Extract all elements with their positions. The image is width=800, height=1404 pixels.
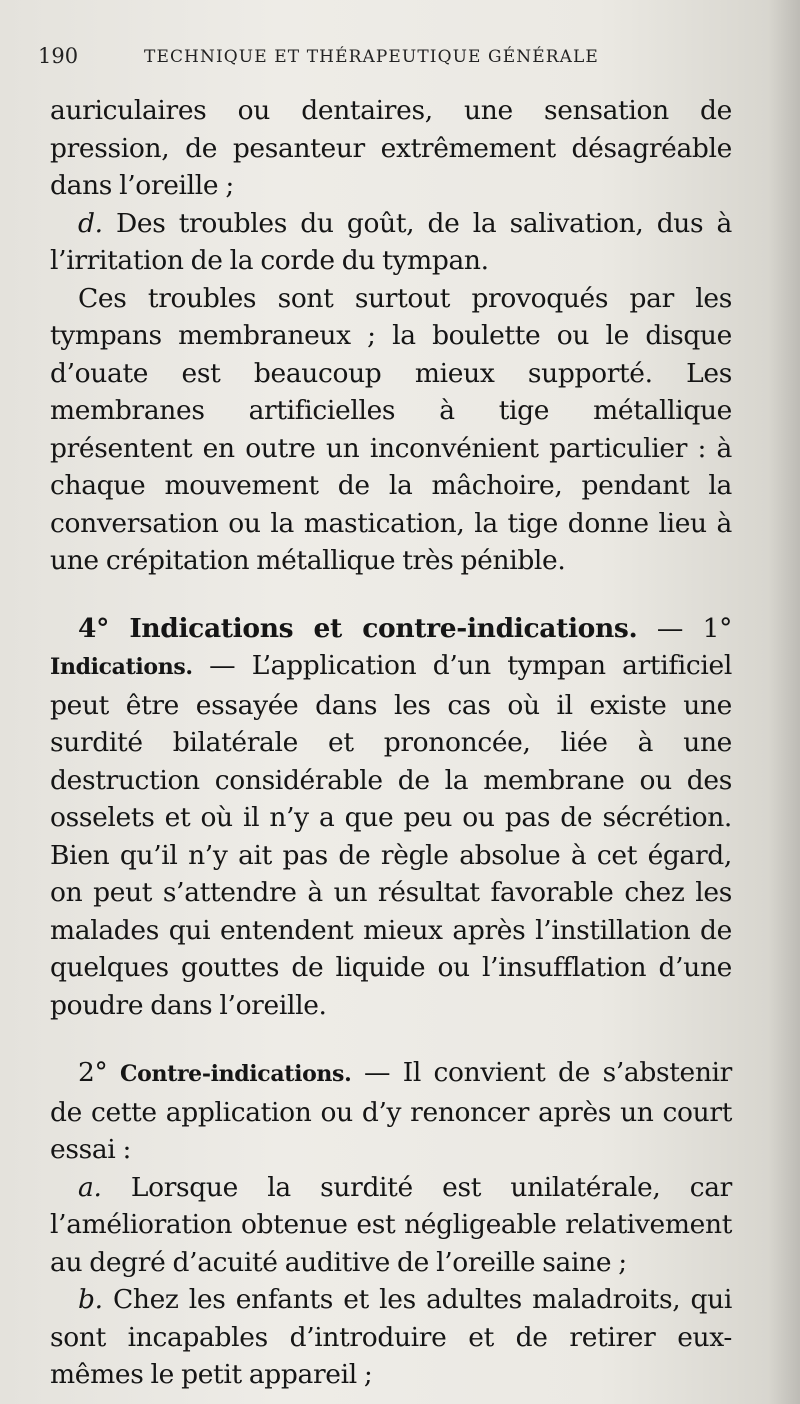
item-text-d: Des troubles du goût, de la salivation, dus à l’irritation de la corde du tympan. [50, 207, 733, 276]
subsection-heading-contre-indications: Contre-indications. [120, 1061, 352, 1087]
item-label-d: d. [78, 207, 103, 239]
paragraph-item-b [50, 1281, 732, 1394]
section-indications [50, 610, 732, 1025]
subsection-heading-indications: Indications. [50, 654, 193, 680]
paragraph-item-d [50, 205, 732, 280]
section-contre-indications [50, 1054, 732, 1169]
item-text-a: Lorsque la surdité est unilatérale, car l’amélioration obtenue est négligeable relativement au degré d’acuité auditive de l’oreille saine ; [50, 1171, 732, 1278]
item-text-b: Chez les enfants et les adultes maladroits, qui sont incapables d’introduire et de retirer eux-mêmes le petit appareil ; [50, 1284, 732, 1390]
paragraph-troubles: Ces troubles sont surtout provoqués par les tympans membraneux ; la boulette ou le disque d’ouate est beaucoup mieux supporté. Les membranes artificielles à tige métallique présentent en outre un inconvénient particulier : à chaque mouvement de la mâchoire, pendant la conversation ou la mastication, la tige donne lieu à une crépitation métallique très pénible. [50, 282, 732, 576]
item-label-a: a. [78, 1171, 102, 1203]
indications-text: — L’application d’un tympan artificiel peut être essayée dans les cas où il existe une surdité bilatérale et prononcée, liée à une destruction considérable de la membrane ou des osselets et où il n’y a que peu ou pas de sécrétion. Bien qu’il n’y ait pas de règle absolue à cet égard, on peut s’attendre à un résultat favorable chez les malades qui entendent mieux après l’instillation de quelques gouttes de liquide ou l’insufflation d’une poudre dans l’oreille. [50, 650, 732, 1021]
page-header [38, 44, 738, 76]
contre-indications-text: — Il convient de s’abstenir de cette application ou d’y renoncer après un court essai : [50, 1057, 732, 1165]
running-title: TECHNIQUE ET THÉRAPEUTIQUE GÉNÉRALE [144, 47, 599, 67]
item-label-b: b. [78, 1284, 103, 1315]
page-number: 190 [38, 44, 79, 68]
section-heading: 4° Indications et contre-indications. [78, 612, 638, 644]
subsection-number: 2° [78, 1057, 120, 1088]
page-body [50, 92, 732, 1394]
paragraph-item-a [50, 1169, 732, 1282]
paragraph-continuation: auriculaires ou dentaires, une sensation de pression, de pesanteur extrêmement désagréable dans l’oreille ; [50, 95, 732, 201]
section-dash: — 1° [637, 612, 732, 644]
